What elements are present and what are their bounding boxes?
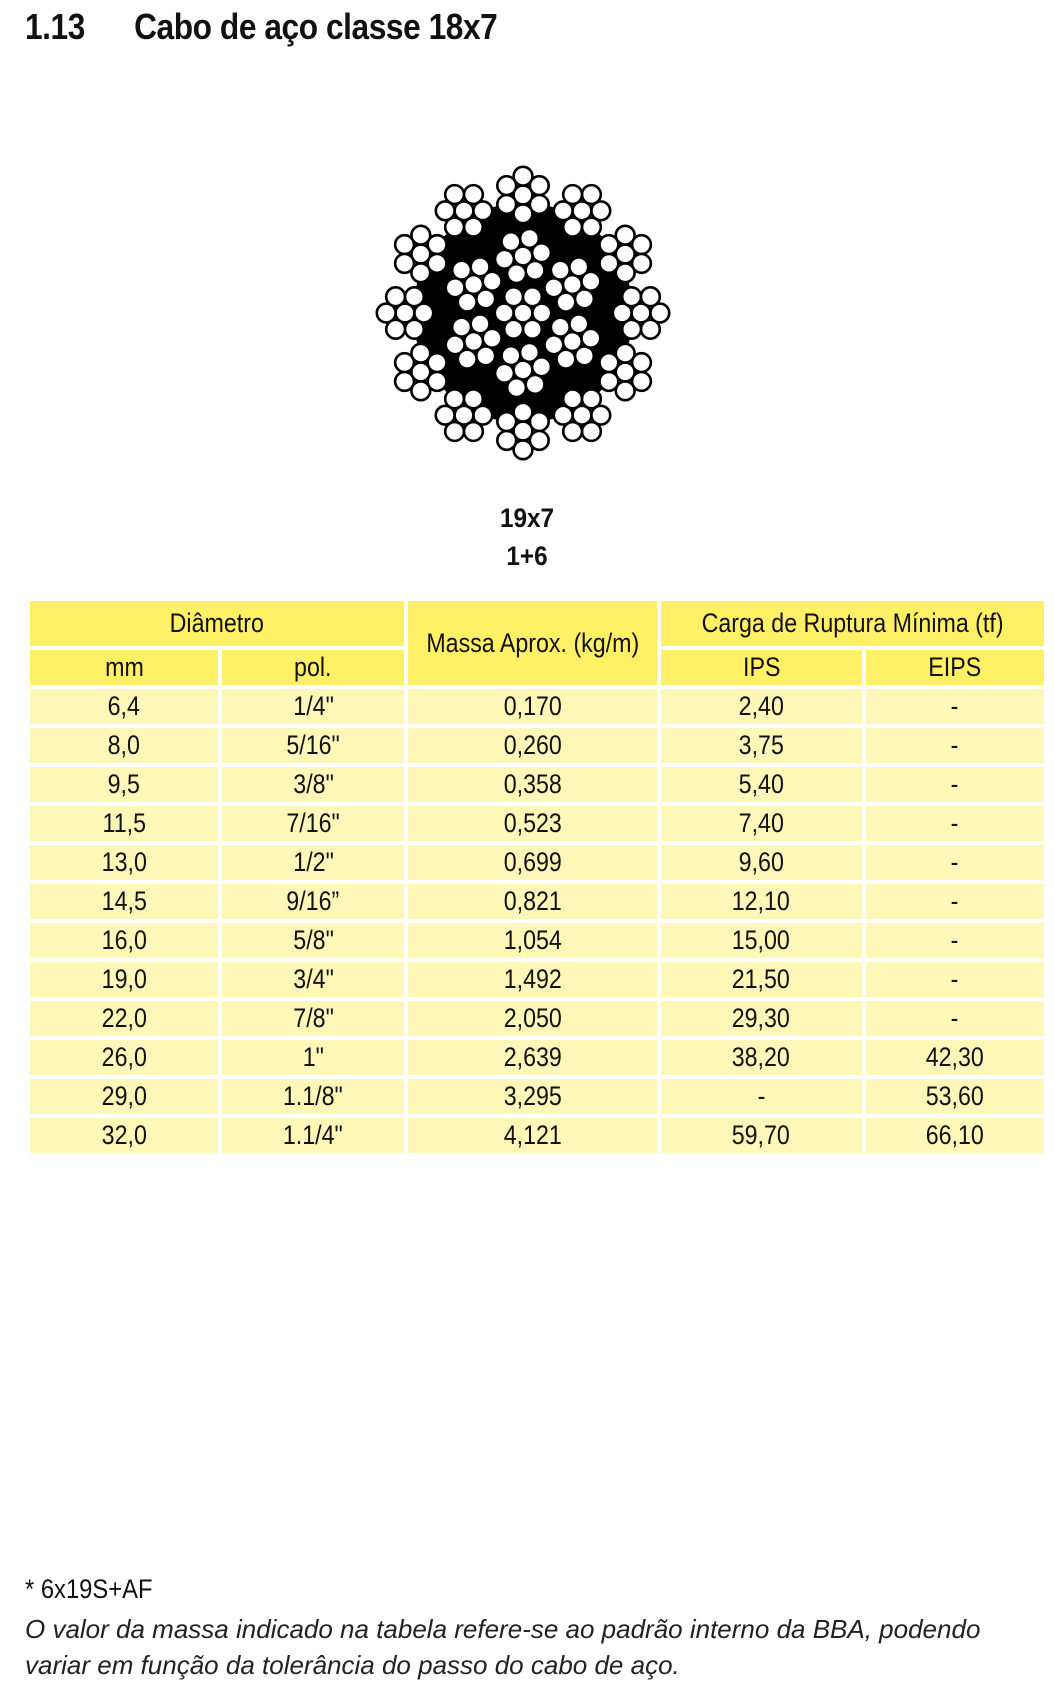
cell-eips: - [866,767,1044,802]
cell-eips: - [866,806,1044,841]
wire [616,226,635,245]
cell-pol: 1/2" [222,845,404,880]
table-row [30,845,1044,880]
wire [395,254,414,273]
cell-eips: - [866,962,1044,997]
diagram-caption-strand: 1+6 [506,541,548,571]
wire [405,320,424,339]
wire [600,372,619,391]
wire [428,353,447,372]
cell-mm: 14,5 [30,884,218,919]
cell-pol: 7/8" [222,1001,404,1036]
wire [504,287,523,306]
table-row [30,689,1044,724]
cell-eips: - [866,923,1044,958]
cell-ips: 29,30 [661,1001,861,1036]
cell-ips: 15,00 [661,923,861,958]
cell-eips: 42,30 [866,1040,1044,1075]
strand-9 [600,226,651,282]
wire [476,290,495,309]
section-number: 1.13 [25,6,85,47]
cell-eips: - [866,689,1044,724]
strand-0 [495,287,551,338]
footnote-mass-note-line2: variar em função da tolerância do passo do cabo de aço. [25,1650,680,1680]
wire [497,431,516,450]
specification-table [26,597,1048,1157]
cell-ips: 38,20 [661,1040,861,1075]
wire [551,261,570,280]
cell-eips: - [866,845,1044,880]
wire [641,320,660,339]
table-row [30,884,1044,919]
wire [502,232,521,251]
cell-ips: 12,10 [661,884,861,919]
cell-eips: 53,60 [866,1079,1044,1114]
cell-eips: 66,10 [866,1118,1044,1153]
page-title [25,6,497,48]
cell-massa: 4,121 [408,1118,657,1153]
cell-ips: 7,40 [661,806,861,841]
cell-massa: 1,492 [408,962,657,997]
cell-massa: 1,054 [408,923,657,958]
table-row [30,1001,1044,1036]
wire [544,278,563,297]
cell-eips: - [866,1001,1044,1036]
wire [530,176,549,195]
header-massa: Massa Aprox. (kg/m) [408,601,657,685]
wire [523,320,542,339]
wire [445,390,464,409]
strand-13 [497,403,548,459]
cell-mm: 29,0 [30,1079,218,1114]
cell-eips: - [866,728,1044,763]
strand-16 [377,287,433,338]
cell-mm: 19,0 [30,962,218,997]
cell-massa: 0,523 [408,806,657,841]
wire [575,290,594,309]
cell-massa: 2,639 [408,1040,657,1075]
wire [551,318,570,337]
wire [563,185,582,204]
cell-pol: 1/4" [222,689,404,724]
table-row [30,1118,1044,1153]
wire [483,272,502,291]
wire [497,176,516,195]
cell-ips: - [661,1079,861,1114]
wire [411,381,430,400]
wire [641,287,660,306]
wire [458,350,477,369]
wire [575,347,594,366]
cell-pol: 1.1/4" [222,1118,404,1153]
cell-ips: 21,50 [661,962,861,997]
cell-mm: 6,4 [30,689,218,724]
table-row [30,767,1044,802]
strand-14 [436,390,492,441]
table-row [30,1040,1044,1075]
wire [523,287,542,306]
cell-massa: 3,295 [408,1079,657,1114]
wire [446,278,465,297]
wire [495,364,514,383]
strand-17 [395,226,446,282]
cell-pol: 1" [222,1040,404,1075]
cell-ips: 2,40 [661,689,861,724]
wire [600,254,619,273]
cell-ips: 9,60 [661,845,861,880]
cell-pol: 1.1/8" [222,1079,404,1114]
wire [476,347,495,366]
wire [582,218,601,237]
header-ips: IPS [661,650,861,685]
cell-mm: 26,0 [30,1040,218,1075]
wire [452,318,471,337]
wire [428,235,447,254]
wire [530,412,549,431]
wire [483,329,502,348]
wire [386,287,405,306]
footnote-construction: * 6x19S+AF [25,1574,153,1604]
wire [622,287,641,306]
header-diametro: Diâmetro [30,601,404,646]
header-carga-ruptura: Carga de Ruptura Mínima (tf) [661,601,1044,646]
wire [436,201,455,220]
wire [544,335,563,354]
wire [464,422,483,441]
cell-pol: 9/16” [222,884,404,919]
wire [464,218,483,237]
diagram-caption-construction: 19x7 [499,503,555,533]
table-row [30,728,1044,763]
cell-mm: 11,5 [30,806,218,841]
table-header-row-groups [30,601,1044,646]
wire [386,320,405,339]
header-pol: pol. [222,650,404,685]
wire [581,329,600,348]
footnote-mass-note-line1: O valor da massa indicado na tabela refere-se ao padrão interno da BBA, podendo [25,1614,981,1644]
cell-eips: - [866,884,1044,919]
cell-ips: 3,75 [661,728,861,763]
wire [591,406,610,425]
cell-mm: 32,0 [30,1118,218,1153]
strand-10 [613,287,669,338]
cell-mm: 22,0 [30,1001,218,1036]
cell-pol: 7/16" [222,806,404,841]
cell-pol: 5/16" [222,728,404,763]
wire [632,353,651,372]
strand-18 [436,185,492,236]
cell-mm: 13,0 [30,845,218,880]
cell-pol: 3/4" [222,962,404,997]
wire [532,243,551,262]
cell-pol: 3/8" [222,767,404,802]
strand-11 [600,344,651,400]
cell-mm: 8,0 [30,728,218,763]
strand-8 [554,185,610,236]
header-eips: EIPS [866,650,1044,685]
cell-mm: 16,0 [30,923,218,958]
wire [497,195,516,214]
cell-ips: 59,70 [661,1118,861,1153]
wire [569,257,588,276]
wire [563,390,582,409]
wire [452,261,471,280]
wire [526,375,545,394]
table-row [30,923,1044,958]
wire [502,346,521,365]
cell-massa: 0,358 [408,767,657,802]
strand-7 [497,167,548,223]
cell-massa: 0,699 [408,845,657,880]
wire [495,250,514,269]
wire [532,357,551,376]
strand-12 [554,390,610,441]
wire-rope-cross-section-diagram [348,138,698,488]
section-title: Cabo de aço classe 18x7 [134,6,498,47]
table-row [30,806,1044,841]
cell-mm: 9,5 [30,767,218,802]
cell-massa: 2,050 [408,1001,657,1036]
table-row [30,962,1044,997]
wire [526,261,545,280]
strand-15 [395,344,446,400]
cell-massa: 0,170 [408,689,657,724]
table-row [30,1079,1044,1114]
header-mm: mm [30,650,218,685]
cell-pol: 5/8" [222,923,404,958]
cell-ips: 5,40 [661,767,861,802]
cell-massa: 0,260 [408,728,657,763]
wire [530,431,549,450]
cell-massa: 0,821 [408,884,657,919]
